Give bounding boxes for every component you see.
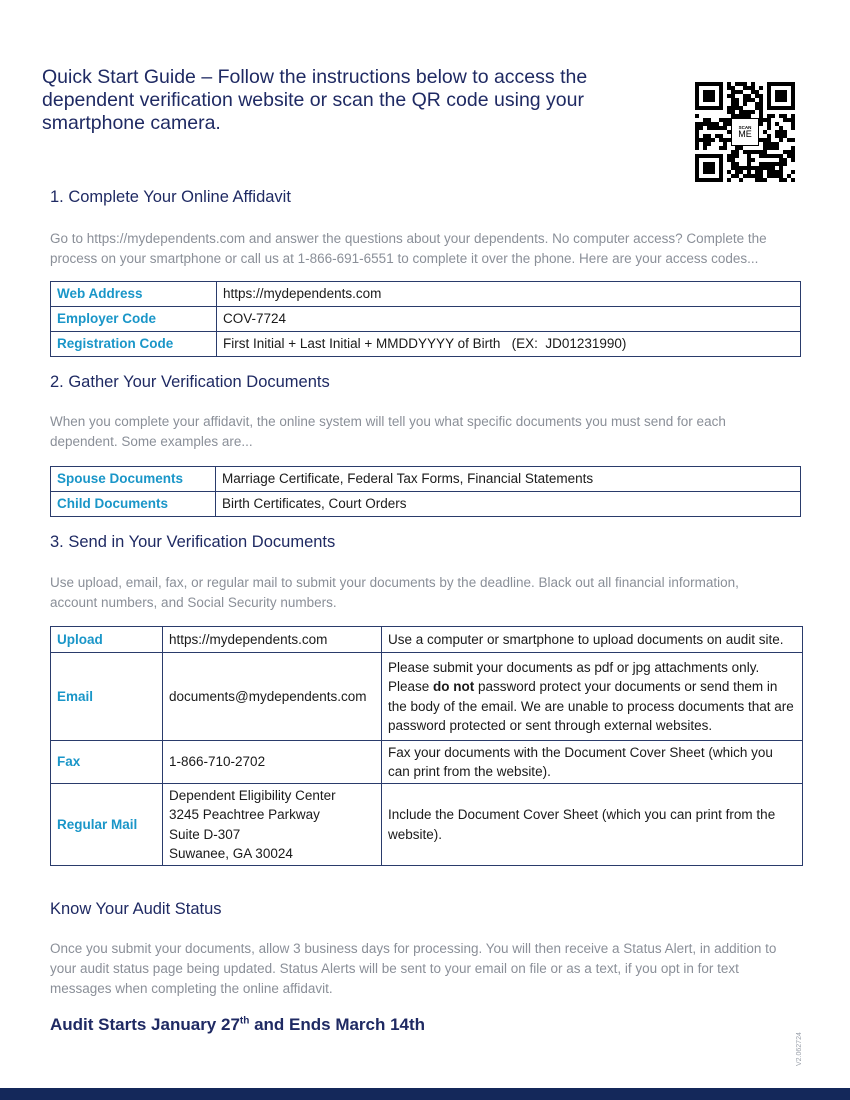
spouse-documents-label: Spouse Documents	[51, 467, 216, 492]
status-paragraph: Once you submit your documents, allow 3 business days for processing. You will then receive a Status Alert, in addition to your audit status page being updated. Status Alerts will be sent to your email on file or as a text, if you opt in for text messages when completing the online affidavit.	[50, 941, 777, 996]
scan-text: SCAN	[738, 125, 752, 130]
me-text: ME	[738, 129, 752, 139]
spouse-documents-value: Marriage Certificate, Federal Tax Forms, Financial Statements	[216, 467, 801, 492]
qr-code[interactable]	[695, 82, 795, 182]
fax-contact: 1-866-710-2702	[163, 741, 382, 784]
table-row	[51, 653, 803, 741]
version-code: V2.062724	[796, 1032, 803, 1066]
intro-heading: Quick Start Guide – Follow the instructions below to access the dependent verification website or scan the QR code using your smartphone camera.	[42, 66, 588, 134]
mail-note: Include the Document Cover Sheet (which you can print from the website).	[382, 784, 803, 866]
table-row	[51, 492, 801, 517]
registration-code-value: First Initial + Last Initial + MMDDYYYY of Birth (EX: JD01231990)	[217, 332, 801, 357]
address-line: Suite D-307	[169, 826, 241, 842]
fax-note: Fax your documents with the Document Cover Sheet (which you can print from the website).	[382, 741, 803, 784]
web-address-value[interactable]: https://mydependents.com	[217, 282, 801, 307]
audit-dates	[50, 1015, 425, 1035]
bottom-bar	[0, 1088, 850, 1100]
audit-dates-end: and Ends March 14th	[249, 1015, 426, 1034]
email-note-emphasis: do not	[433, 679, 475, 694]
scan-me-badge	[731, 118, 759, 146]
upload-contact[interactable]: https://mydependents.com	[163, 627, 382, 653]
employer-code-label: Employer Code	[51, 307, 217, 332]
section2-paragraph: When you complete your affidavit, the online system will tell you what specific documents you must send for each dependent. Some examples are...	[50, 414, 726, 449]
email-contact[interactable]: documents@mydependents.com	[163, 653, 382, 741]
employer-code-value: COV-7724	[217, 307, 801, 332]
email-note	[382, 653, 803, 741]
ordinal-suffix: th	[239, 1015, 250, 1027]
mail-address	[163, 784, 382, 866]
table-row	[51, 784, 803, 866]
registration-code-label: Registration Code	[51, 332, 217, 357]
upload-note: Use a computer or smartphone to upload documents on audit site.	[382, 627, 803, 653]
address-line: 3245 Peachtree Parkway	[169, 807, 320, 822]
table-row	[51, 741, 803, 784]
regular-mail-label: Regular Mail	[51, 784, 163, 866]
section3-heading: 3. Send in Your Verification Documents	[50, 533, 336, 551]
email-note-part: Please submit your documents as pdf or jpg attachments only. Please	[388, 659, 760, 694]
table-row	[51, 307, 801, 332]
submission-methods-table	[50, 626, 803, 866]
table-row	[51, 332, 801, 357]
documents-table	[50, 466, 801, 517]
audit-dates-start: Audit Starts January 27	[50, 1015, 240, 1034]
email-label: Email	[51, 653, 163, 741]
section3-paragraph: Use upload, email, fax, or regular mail to submit your documents by the deadline. Black out all financial information, account numbers, and Social Security numbers.	[50, 575, 739, 610]
section1-paragraph: Go to https://mydependents.com and answer the questions about your dependents. No computer access? Complete the process on your smartphone or call us at 1-866-691-6551 to complete it over the phone. Here are your access codes...	[50, 231, 767, 266]
upload-label: Upload	[51, 627, 163, 653]
fax-label: Fax	[51, 741, 163, 784]
section2-heading: 2. Gather Your Verification Documents	[50, 373, 330, 391]
table-row	[51, 282, 801, 307]
section1-heading: 1. Complete Your Online Affidavit	[50, 188, 291, 206]
child-documents-label: Child Documents	[51, 492, 216, 517]
table-row	[51, 467, 801, 492]
address-line: Dependent Eligibility Center	[169, 787, 336, 803]
child-documents-value: Birth Certificates, Court Orders	[216, 492, 801, 517]
table-row	[51, 627, 803, 653]
access-codes-table	[50, 281, 801, 357]
status-heading: Know Your Audit Status	[50, 900, 222, 918]
address-line: Suwanee, GA 30024	[169, 846, 293, 861]
web-address-label: Web Address	[51, 282, 217, 307]
email-note-part: password protect your documents or send them in the body of the email. We are unable to process documents that are password protected or sent through external websites.	[388, 679, 794, 733]
